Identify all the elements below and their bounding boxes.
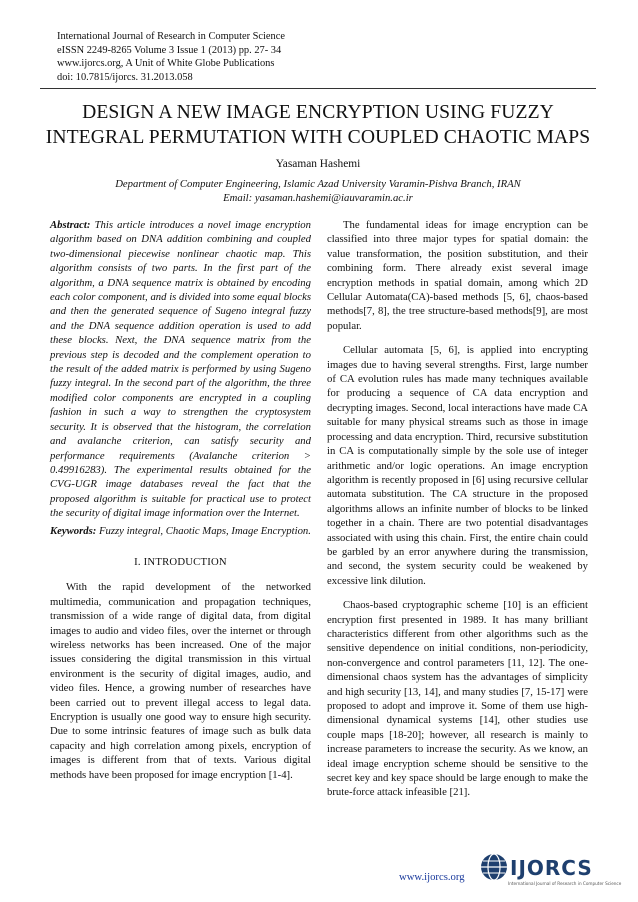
abstract-text: This article introduces a novel image encryption algorithm based on DNA addition combining and coupled two-dimensional piecewise nonlinear chaotic map. This algorithm consists of two parts. In the first part of the algorithm, a DNA sequence matrix is obtained by encoding each color component, and is divided into some equal blocks and then the generated sequence of Sugeno integral fuzzy and the DNA sequence addition operation is used to add these blocks. Next, the DNA sequence matrix from the previous step is decoded and the complement operation to the result of the added matrix is performed by using Sugeno fuzzy integral. In the second part of the algorithm, the three modified color components are encrypted in a coupling fashion in such a way to strengthen the cryptosystem security. It is observed that the histogram, the correlation and avalanche criterion, can satisfy security and performance requirements (Avalanche criterion > 0.49916283). The experimental results obtained for the CVG-UGR image databases reveal the fact that the proposed algorithm is suitable for practical use to protect the security of digital image information over the Internet.	[50, 219, 311, 520]
section-heading-introduction: I. INTRODUCTION	[134, 555, 227, 568]
intro-paragraph-3: Cellular automata [5, 6], is applied into encrypting images due to having several strengths. First, large number of CA evolution rules has made many techniques available for producing a sequence of CA data encryption and decrypting images. Second, local interactions have made CA suitable for many physical streams such as those in image processing and data encryption. Third, recursive substitution in CA is computationally simple by the sole use of integer arithmetic and/or logic operations. An image encryption algorithm is recently proposed in [6] using recursive cellular automata substitution. The CA structure in the proposed algorithms allows an infinite number of blocks to be linked together in a chain. There are two potential disadvantages associated with using this chain. First, the entire chain could be garbled by an error anywhere during the transmission, and second, the system security could be weakened by excessive link dilution.	[327, 344, 588, 587]
left-column	[50, 218, 311, 782]
ijorcs-logo	[479, 850, 622, 888]
journal-header	[57, 30, 357, 84]
journal-doi: doi: 10.7815/ijorcs. 31.2013.058	[57, 71, 193, 83]
logo-wordmark: IJORCS	[510, 856, 593, 880]
intro-paragraph-1: With the rapid development of the networked multimedia, communication and propagation techniques, transmission of a wide range of digital data, from digital images to audio and video files, over the internet or through wireless networks has been increased. One of the major issues considering the digital transmission in this virtual environment is the security of digital images, audio, and video files. Hence, a growing number of researches have been carried out to prevent illegal access to legal data. Encryption is usually one good way to ensure high security. Due to some intrinsic features of image such as bulk data capacity and high correlation among pixels, encryption of images is different from that of texts. Various digital methods have been proposed for image encryption [1-4].	[50, 581, 311, 781]
globe-icon	[479, 852, 509, 882]
title-line-1: DESIGN A NEW IMAGE ENCRYPTION USING FUZZY	[82, 102, 554, 123]
journal-issn: eISSN 2249-8265 Volume 3 Issue 1 (2013) pp. 27- 34	[57, 44, 282, 56]
author-name: Yasaman Hashemi	[275, 158, 361, 170]
intro-paragraph-2: The fundamental ideas for image encryption can be classified into three major types for spatial domain: the value transformation, the position substitution, and their combining form. There already exist several image encryption methods in spatial domain, among which 2D Cellular Automata(CA)-based methods [5, 6], chaos-based methods[7, 8], the tree structure-based methods[9], are most popular.	[327, 219, 588, 332]
abstract	[50, 218, 311, 521]
author-affiliation	[40, 177, 596, 205]
paper-title	[40, 101, 596, 150]
affiliation-email: Email: yasaman.hashemi@iauvaramin.ac.ir	[223, 192, 413, 204]
intro-paragraph-4: Chaos-based cryptographic scheme [10] is an efficient encryption first presented in 1989. It has many brilliant characteristics different from other algorithms such as the sensitive dependence on initial conditions, non-periodicity, non-convergence and control parameters [11, 12]. The one-dimensional chaos system has the advantages of simplicity and high security [13, 14], and many studies [7, 15-17] were proposed to adopt and improve it. Some of them use high-dimensional dynamical systems [14], other studies use couple maps [18-20]; however, all research is mainly to increase parameters to increase the security. As we know, an ideal image encryption scheme should be sensitive to the secret key and key space should be large enough to make the brute-force attack infeasible [21].	[327, 599, 588, 799]
logo-subtitle: International Journal of Research in Computer Science	[508, 881, 622, 886]
journal-name: International Journal of Research in Computer Science	[57, 31, 285, 42]
journal-website: www.ijorcs.org, A Unit of White Globe Publications	[57, 58, 275, 70]
keywords	[50, 524, 311, 538]
right-column	[327, 218, 588, 800]
keywords-text: Fuzzy integral, Chaotic Maps, Image Encryption.	[98, 524, 311, 537]
footer-website-link[interactable]: www.ijorcs.org	[399, 871, 465, 883]
keywords-label: Keywords:	[50, 524, 97, 537]
header-divider	[40, 88, 596, 89]
title-line-2: INTEGRAL PERMUTATION WITH COUPLED CHAOTIC MAPS	[45, 126, 591, 148]
affiliation-department: Department of Computer Engineering, Islamic Azad University Varamin-Pishva Branch, IRAN	[115, 178, 521, 190]
abstract-label: Abstract:	[50, 219, 91, 231]
